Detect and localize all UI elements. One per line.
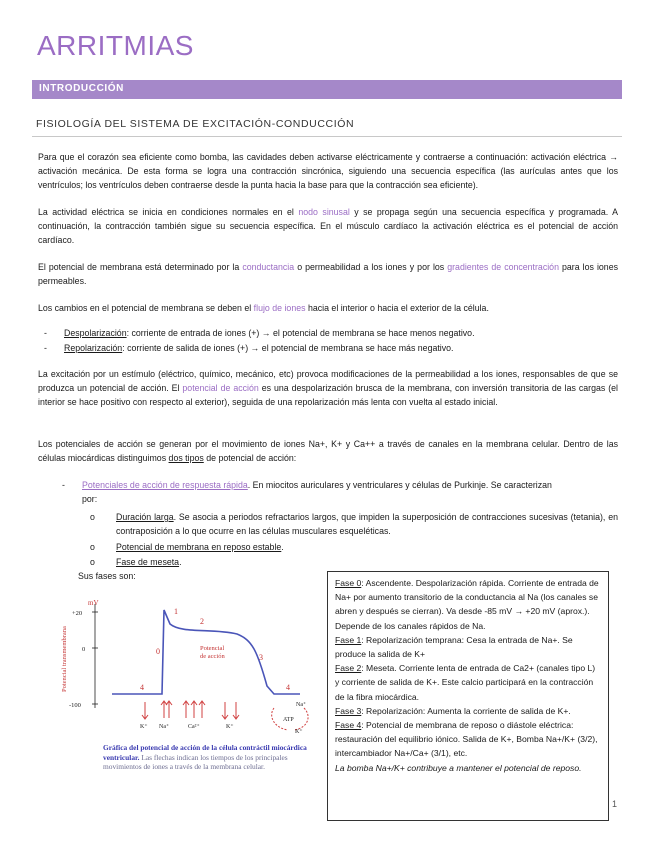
list-item: - Despolarización: corriente de entrada de iones (+) → el potencial de membrana se hace menos negativo. xyxy=(44,328,475,338)
phase-1-description: Fase 1: Repolarización temprana: Cesa la entrada de Na+. Se produce la salida de K+ xyxy=(335,634,573,660)
phase-label: 2 xyxy=(200,617,204,626)
ion-label: K⁺ xyxy=(226,724,234,730)
term-flujo-iones: flujo de iones xyxy=(253,303,306,313)
list-item: o Potencial de membrana en reposo estable. xyxy=(90,542,284,552)
list-item: o Duración larga. Se asocia a periodos refractarios largos, que impiden la superposición de contracciones sucesivas (tetania), en contraposición a lo que ocurre en las células musculares esqueléticas. xyxy=(90,512,618,536)
ion-label: Ca²⁺ xyxy=(188,724,200,730)
figure-caption: Gráfica del potencial de acción de la célula contráctil miocárdica ventricular. Las flechas indican los tiempos de los principales movimientos de iones a través de la membrana celular. xyxy=(103,743,307,771)
ion-label: ATP xyxy=(283,717,294,723)
term-gradientes: gradientes de concentración xyxy=(447,262,559,272)
term-respuesta-rapida: Potenciales de acción de respuesta rápida xyxy=(82,480,248,490)
paragraph-3: El potencial de membrana está determinado por la conductancia o permeabilidad a los iones y por los gradientes de concentración para los iones permeables. xyxy=(38,262,618,287)
phase-label: 4 xyxy=(286,683,290,692)
tick-label: -100 xyxy=(69,702,81,709)
paragraph-6: Los potenciales de acción se generan por el movimiento de iones Na+, K+ y Ca++ a través de canales en la membrana celular. Dentro de las células miocárdicas distinguimos dos tipos de potencial de acción: xyxy=(38,439,618,464)
phase-description-box xyxy=(327,571,609,821)
paragraph-4: Los cambios en el potencial de membrana se deben el flujo de iones hacia el interior o hacia el exterior de la célula. xyxy=(38,303,489,313)
y-unit-label: mV xyxy=(88,599,99,607)
term-conductancia: conductancia xyxy=(242,262,295,272)
tick-label: 0 xyxy=(82,646,86,653)
ion-label: K⁺ xyxy=(140,724,148,730)
phase-2-description: Fase 2: Meseta. Corriente lenta de entrada de Ca2+ (canales tipo L) y corriente de salida de K+. Este calcio participará en la contracción de la fibra miocárdica. xyxy=(335,663,596,702)
phase-label: 4 xyxy=(140,683,144,692)
action-potential-figure xyxy=(52,590,322,742)
paragraph-2: La actividad eléctrica se inicia en condiciones normales en el nodo sinusal y se propaga según una secuencia específica y programada. A continuación, la contracción también sigue su secuencia específica. En el músculo cardíaco la activación eléctrica es el potencial de acción cardíaco. xyxy=(38,207,619,246)
curve-label: de acción xyxy=(200,653,225,660)
ion-label: Na⁺ xyxy=(296,702,307,708)
ion-label: Na⁺ xyxy=(159,724,170,730)
term-nodo-sinusal: nodo sinusal xyxy=(298,207,350,217)
y-axis-label: Potencial transmembrana xyxy=(61,626,68,692)
phase-4-description: Fase 4: Potencial de membrana de reposo o diástole eléctrica: restauración del equilibrio iónico. Salida de K+, Bomba Na+/K+ (3/2), intercambiador Na+/Ca+ (3/1), etc. xyxy=(335,720,598,759)
phases-intro: Sus fases son: xyxy=(78,571,136,581)
tick-label: +20 xyxy=(72,610,83,617)
list-item: o Fase de meseta. xyxy=(90,557,182,567)
term-potencial-accion: potencial de acción xyxy=(182,383,259,394)
phase-label: 1 xyxy=(174,607,178,616)
phase-label: 3 xyxy=(259,653,263,662)
section-header-bar xyxy=(32,80,622,99)
list-item: - Repolarización: corriente de salida de iones (+) → el potencial de membrana se hace más negativo. xyxy=(44,343,454,353)
paragraph-5: La excitación por un estímulo (eléctrico, químico, mecánico, etc) provoca modificaciones de la permeabilidad a los iones, responsables de que se produzca un potencial de acción. El potencial de acción es una despolarización brusca de la membrana, con inversión transitoria de las cargas (el interior se hace positivo con respecto al exterior), seguida de una repolarización más lenta con vuelta al estado inicial. xyxy=(38,369,618,408)
phase-box-note: La bomba Na+/K+ contribuye a mantener el potencial de reposo. xyxy=(335,762,582,773)
curve-label: Potencial xyxy=(200,645,225,652)
ion-label: K⁺ xyxy=(295,729,303,735)
phase-label: 0 xyxy=(156,647,160,656)
paragraph-1: Para que el corazón sea eficiente como bomba, las cavidades deben activarse eléctricamente y contraerse a continuación: activación eléctrica → activación mecánica. De esta forma se logra una contracción sincrónica, siguiendo una secuencia específica (las aurículas antes que los ventrículos; los ventrículos deben contraerse desde la punta hacia la base para que la contracción sea eficiente). xyxy=(38,152,618,191)
subsection-header: FISIOLOGÍA DEL SISTEMA DE EXCITACIÓN-CONDUCCIÓN xyxy=(36,118,355,130)
subsection-header-bar xyxy=(32,114,622,137)
page-title: ARRITMIAS xyxy=(37,30,194,61)
phase-0-description: Fase 0: Ascendente. Despolarización rápida. Corriente de entrada de Na+ por aumento transitorio de la conductancia al Na (los canales se abren y después se cierran). Va desde -85 mV → +20 mV (aprox.). Depende de los canales rápidos de Na. xyxy=(335,578,599,631)
action-potential-curve xyxy=(112,610,300,694)
list-item-respuesta-rapida: - Potenciales de acción de respuesta rápida. En miocitos auriculares y ventriculares y células de Purkinje. Se caracterizan por: xyxy=(62,480,552,504)
phase-3-description: Fase 3: Repolarización: Aumenta la corriente de salida de K+. xyxy=(335,705,571,716)
page-number: 1 xyxy=(612,799,618,809)
section-header: INTRODUCCIÓN xyxy=(39,83,124,94)
